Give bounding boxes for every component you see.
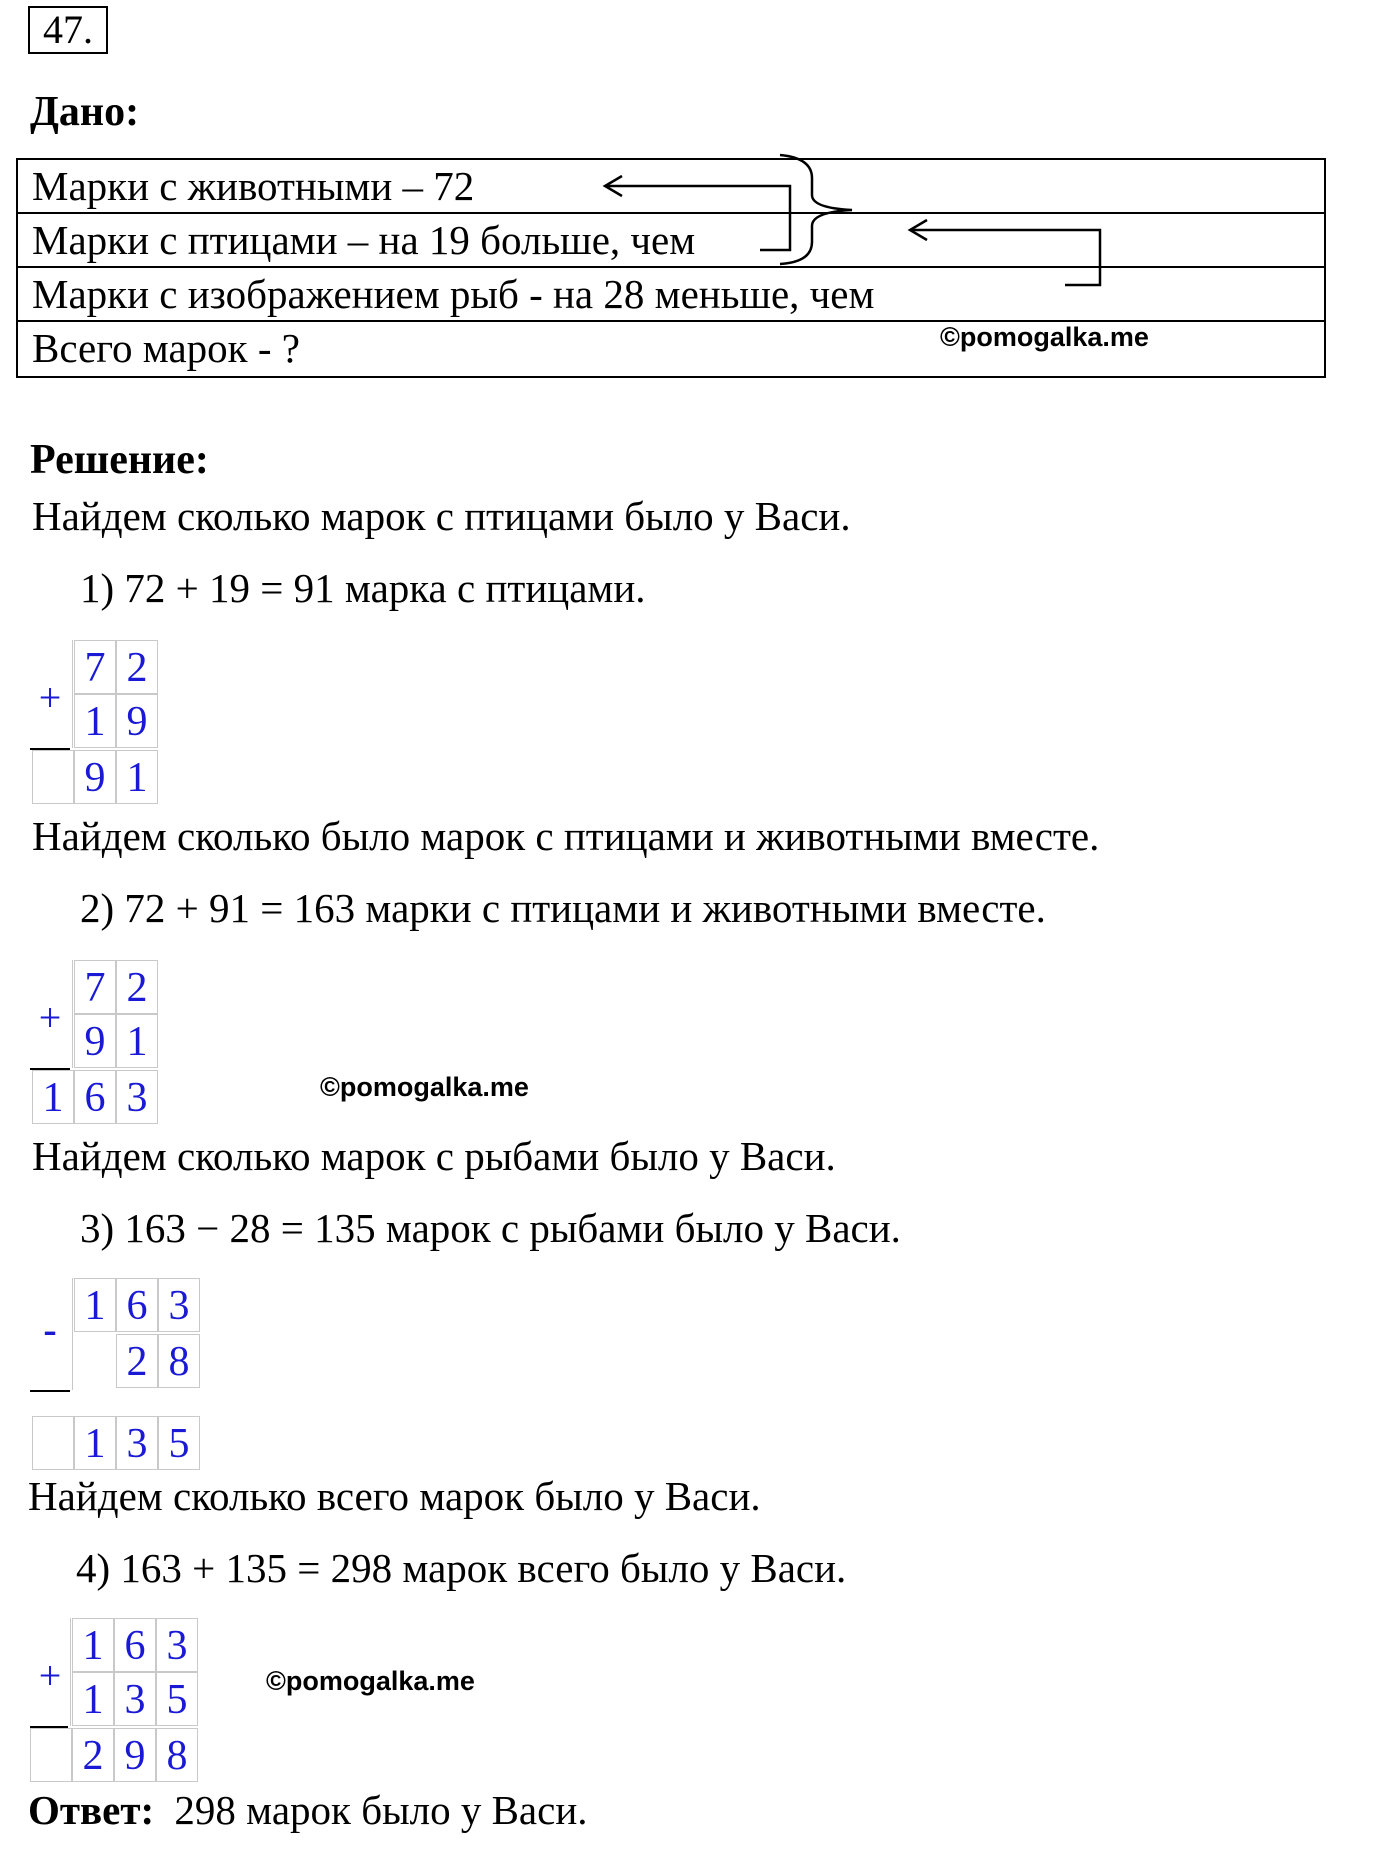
digit: 1 (74, 1278, 116, 1332)
digit: 1 (74, 1416, 116, 1470)
digit: 6 (116, 1278, 158, 1332)
digit: 7 (74, 960, 116, 1014)
digit: 5 (156, 1672, 198, 1726)
digit: 3 (158, 1278, 200, 1332)
digit: 9 (114, 1728, 156, 1782)
column-addition-1 (28, 640, 158, 806)
given-heading: Дано: (30, 89, 140, 135)
digit: 1 (72, 1672, 114, 1726)
digit: 9 (74, 750, 116, 804)
answer-line (28, 1786, 588, 1834)
digit: 2 (116, 1334, 158, 1388)
step1-equation: 1) 72 + 19 = 91 марка с птицами. (80, 565, 646, 611)
step4-equation: 4) 163 + 135 = 298 марок всего было у Васи. (76, 1545, 847, 1591)
step3-text: Найдем сколько марок с рыбами было у Васи. (32, 1133, 836, 1179)
step2-equation: 2) 72 + 91 = 163 марки с птицами и животными вместе. (80, 885, 1046, 931)
digit: 3 (156, 1618, 198, 1672)
digit: 1 (74, 694, 116, 748)
digit: 2 (116, 960, 158, 1014)
digit: 8 (156, 1728, 198, 1782)
digit: 3 (114, 1672, 156, 1726)
column-subtraction-3 (28, 1278, 208, 1474)
digit: 6 (74, 1070, 116, 1124)
problem-number: 47. (28, 6, 108, 54)
digit: 8 (158, 1334, 200, 1388)
watermark-1: ©pomogalka.me (940, 322, 1149, 352)
digit: 5 (158, 1416, 200, 1470)
digit: 2 (72, 1728, 114, 1782)
digit: 1 (32, 1070, 74, 1124)
step1-text: Найдем сколько марок с птицами было у Васи. (32, 493, 851, 539)
digit: 3 (116, 1070, 158, 1124)
relation-arrows (0, 0, 1400, 420)
minus-sign: - (43, 1307, 57, 1352)
answer-label: Ответ: (28, 1787, 155, 1833)
digit: 1 (116, 1014, 158, 1068)
column-addition-4 (28, 1618, 208, 1788)
answer-text: 298 марок было у Васи. (174, 1787, 588, 1833)
digit: 7 (74, 640, 116, 694)
digit: 1 (116, 750, 158, 804)
step3-equation: 3) 163 − 28 = 135 марок с рыбами было у Васи. (80, 1205, 901, 1251)
digit: 1 (72, 1618, 114, 1672)
digit: 2 (116, 640, 158, 694)
given-row-total: Всего марок - ? (32, 325, 300, 371)
digit: 6 (114, 1618, 156, 1672)
digit: 9 (116, 694, 158, 748)
watermark-2: ©pomogalka.me (320, 1072, 529, 1102)
column-addition-2 (28, 960, 158, 1126)
plus-sign: + (38, 1653, 62, 1698)
watermark-3: ©pomogalka.me (266, 1666, 475, 1696)
digit: 3 (116, 1416, 158, 1470)
given-row-fish: Марки с изображением рыб - на 28 меньше, чем (18, 268, 1324, 322)
step2-text: Найдем сколько было марок с птицами и животными вместе. (32, 813, 1100, 859)
plus-sign: + (38, 675, 62, 720)
solution-heading: Решение: (30, 437, 209, 483)
given-row-animals: Марки с животными – 72 (18, 160, 1324, 214)
given-row-birds: Марки с птицами – на 19 больше, чем (18, 214, 1324, 268)
digit: 9 (74, 1014, 116, 1068)
step4-text: Найдем сколько всего марок было у Васи. (28, 1473, 761, 1519)
plus-sign: + (38, 995, 62, 1040)
